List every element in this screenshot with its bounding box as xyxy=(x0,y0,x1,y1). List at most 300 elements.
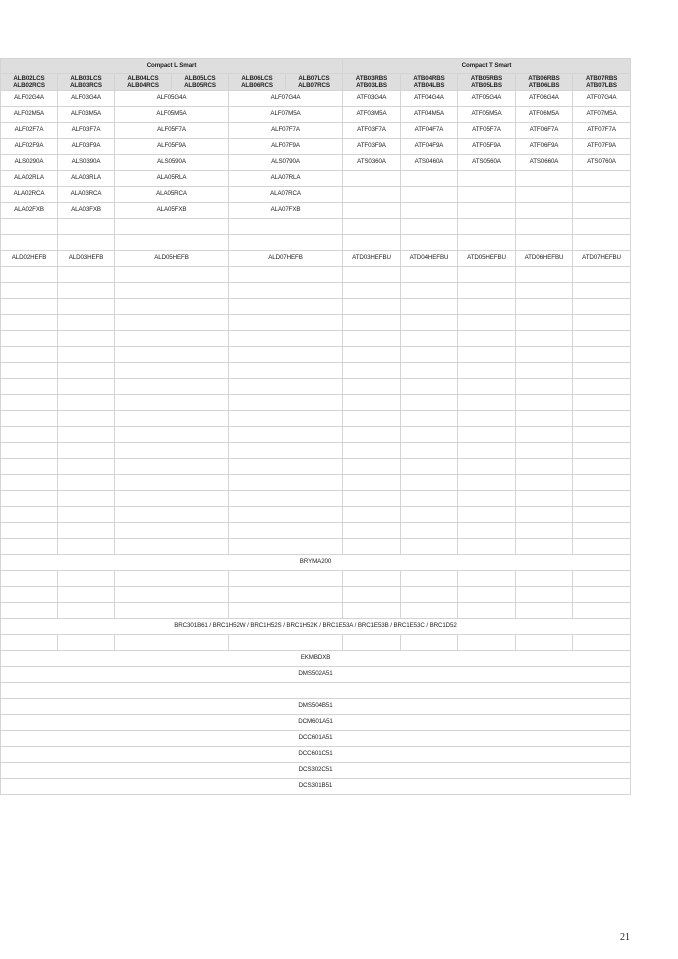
empty-cell xyxy=(458,363,516,379)
empty-cell xyxy=(58,395,115,411)
page-number: 21 xyxy=(620,932,630,943)
table-row xyxy=(1,139,631,155)
empty-cell xyxy=(343,475,401,491)
model-header-cell xyxy=(573,74,631,91)
group-header-compact-l: Compact L Smart xyxy=(1,59,343,74)
empty-cell xyxy=(115,539,229,555)
empty-cell xyxy=(401,363,458,379)
table-row xyxy=(1,443,631,459)
empty-cell xyxy=(229,283,343,299)
empty-cell xyxy=(58,379,115,395)
accessory-cell xyxy=(1,219,58,235)
accessory-cell: ALD05HEFB xyxy=(115,251,229,267)
empty-cell xyxy=(458,395,516,411)
empty-cell xyxy=(115,507,229,523)
accessory-cell: ALA05FXB xyxy=(115,203,229,219)
model-code: ALB03RCS xyxy=(70,82,102,89)
empty-cell xyxy=(115,587,229,603)
model-code: ATB04RBS xyxy=(413,74,445,82)
empty-cell xyxy=(343,283,401,299)
empty-cell xyxy=(343,299,401,315)
model-code: ATB06LBS xyxy=(528,82,560,89)
accessory-cell: ATF07G4A xyxy=(573,91,631,107)
table-row xyxy=(1,427,631,443)
accessory-cell xyxy=(401,171,458,187)
empty-cell xyxy=(343,411,401,427)
empty-cell xyxy=(573,427,631,443)
model-code: ALB07LCS xyxy=(298,74,330,82)
accessory-cell xyxy=(58,235,115,251)
empty-cell xyxy=(401,571,458,587)
empty-cell xyxy=(458,315,516,331)
empty-cell xyxy=(229,507,343,523)
accessory-cell: ALA02RLA xyxy=(1,171,58,187)
accessory-cell: ALA07FXB xyxy=(229,203,343,219)
group-header-row xyxy=(1,59,631,74)
empty-cell xyxy=(229,363,343,379)
empty-cell xyxy=(115,459,229,475)
empty-cell xyxy=(58,475,115,491)
table-row xyxy=(1,315,631,331)
empty-cell xyxy=(458,523,516,539)
empty-cell xyxy=(401,475,458,491)
empty-cell xyxy=(343,395,401,411)
empty-cell xyxy=(1,507,58,523)
empty-cell xyxy=(229,315,343,331)
table-row xyxy=(1,763,631,779)
table-row xyxy=(1,251,631,267)
accessory-cell: ATF03F9A xyxy=(343,139,401,155)
empty-cell xyxy=(401,411,458,427)
accessory-cell: ALF02F9A xyxy=(1,139,58,155)
empty-cell xyxy=(458,331,516,347)
model-code: ALB02LCS xyxy=(13,74,45,82)
empty-cell xyxy=(58,331,115,347)
empty-cell xyxy=(229,587,343,603)
empty-cell xyxy=(1,331,58,347)
empty-cell xyxy=(401,331,458,347)
empty-cell xyxy=(229,395,343,411)
table-row xyxy=(1,651,631,667)
empty-cell xyxy=(516,635,573,651)
empty-cell xyxy=(1,523,58,539)
accessory-row: DCS301B51 xyxy=(1,779,631,795)
brymma-row: BRYMA200 xyxy=(1,555,631,571)
table-row xyxy=(1,683,631,699)
empty-cell xyxy=(401,507,458,523)
accessory-cell: ATF04G4A xyxy=(401,91,458,107)
table-row xyxy=(1,699,631,715)
model-code: ATB06RBS xyxy=(528,74,560,82)
empty-cell xyxy=(1,347,58,363)
empty-cell xyxy=(573,347,631,363)
empty-cell xyxy=(458,267,516,283)
empty-cell xyxy=(229,299,343,315)
accessory-cell xyxy=(573,203,631,219)
empty-cell xyxy=(458,603,516,619)
empty-cell xyxy=(58,283,115,299)
empty-cell xyxy=(1,587,58,603)
empty-cell xyxy=(573,587,631,603)
model-header-cell xyxy=(458,74,516,91)
accessory-cell: ALF07F9A xyxy=(229,139,343,155)
accessory-cell xyxy=(229,235,343,251)
accessory-cell xyxy=(573,171,631,187)
model-code: ALB02RCS xyxy=(13,82,45,89)
table-row xyxy=(1,491,631,507)
model-header-cell xyxy=(286,74,343,91)
accessory-cell xyxy=(516,219,573,235)
accessory-cell: ALF05F9A xyxy=(115,139,229,155)
empty-cell xyxy=(343,523,401,539)
model-header-cell xyxy=(1,74,58,91)
empty-cell xyxy=(229,491,343,507)
empty-cell xyxy=(401,267,458,283)
accessory-cell: ATF07M5A xyxy=(573,107,631,123)
accessory-cell: ATF07F9A xyxy=(573,139,631,155)
table-row xyxy=(1,603,631,619)
model-code: ALB04LCS xyxy=(127,74,159,82)
empty-cell xyxy=(1,491,58,507)
empty-cell xyxy=(401,587,458,603)
accessory-cell: ATF06F9A xyxy=(516,139,573,155)
accessory-cell: ALF05F7A xyxy=(115,123,229,139)
accessory-cell: ATF03G4A xyxy=(343,91,401,107)
empty-cell xyxy=(115,427,229,443)
empty-cell xyxy=(458,411,516,427)
accessory-cell xyxy=(516,235,573,251)
empty-cell xyxy=(115,411,229,427)
empty-cell xyxy=(343,491,401,507)
empty-cell xyxy=(516,443,573,459)
empty-cell xyxy=(458,443,516,459)
accessory-cell: ALA03RLA xyxy=(58,171,115,187)
table-row xyxy=(1,395,631,411)
empty-cell xyxy=(58,299,115,315)
accessory-row: DCS302C51 xyxy=(1,763,631,779)
empty-cell xyxy=(229,603,343,619)
table-row xyxy=(1,219,631,235)
model-header-cell xyxy=(516,74,573,91)
empty-cell xyxy=(58,603,115,619)
accessory-cell: ALA05RCA xyxy=(115,187,229,203)
model-code: ALB07RCS xyxy=(298,82,330,89)
accessory-cell: ATS0660A xyxy=(516,155,573,171)
accessory-cell: ALF07M5A xyxy=(229,107,343,123)
empty-cell xyxy=(115,331,229,347)
empty-cell xyxy=(1,315,58,331)
model-code: ATB07LBS xyxy=(586,82,617,89)
empty-cell xyxy=(58,491,115,507)
accessory-cell: ATD03HEFBU xyxy=(343,251,401,267)
model-code: ATB04LBS xyxy=(413,82,445,89)
empty-cell xyxy=(1,395,58,411)
empty-cell xyxy=(115,571,229,587)
table-row xyxy=(1,347,631,363)
accessory-cell xyxy=(343,235,401,251)
remote-controller-row: BRC301B61 / BRC1H52W / BRC1H52S / BRC1H52K / BRC1E53A / BRC1E53B / BRC1E53C / BRC1D52 xyxy=(1,619,631,635)
model-code: ATB07RBS xyxy=(585,74,618,82)
empty-cell xyxy=(115,379,229,395)
table-row xyxy=(1,459,631,475)
empty-cell xyxy=(1,571,58,587)
model-header-cell xyxy=(343,74,401,91)
accessory-cell xyxy=(229,219,343,235)
table-row xyxy=(1,635,631,651)
empty-cell xyxy=(229,427,343,443)
table-row xyxy=(1,363,631,379)
accessory-cell: ALA02RCA xyxy=(1,187,58,203)
accessory-cell: ALA07RCA xyxy=(229,187,343,203)
empty-cell xyxy=(343,427,401,443)
empty-cell xyxy=(115,443,229,459)
table-row xyxy=(1,299,631,315)
accessory-cell xyxy=(343,203,401,219)
empty-cell xyxy=(573,635,631,651)
empty-cell xyxy=(516,459,573,475)
empty-cell xyxy=(343,539,401,555)
table-row xyxy=(1,747,631,763)
accessory-cell xyxy=(401,235,458,251)
model-code: ALB05LCS xyxy=(184,74,216,82)
empty-cell xyxy=(516,571,573,587)
empty-cell xyxy=(115,603,229,619)
accessory-cell: ALF07F7A xyxy=(229,123,343,139)
empty-cell xyxy=(573,475,631,491)
accessory-cell: ATF03F7A xyxy=(343,123,401,139)
empty-cell xyxy=(115,315,229,331)
empty-cell xyxy=(573,363,631,379)
accessory-cell: ATS0460A xyxy=(401,155,458,171)
empty-cell xyxy=(401,379,458,395)
empty-cell xyxy=(516,427,573,443)
table-row xyxy=(1,283,631,299)
accessory-cell xyxy=(343,219,401,235)
empty-cell xyxy=(573,459,631,475)
accessory-cell xyxy=(401,219,458,235)
empty-cell xyxy=(458,539,516,555)
accessory-cell: ALF02F7A xyxy=(1,123,58,139)
accessory-row: DCC601C51 xyxy=(1,747,631,763)
empty-cell xyxy=(573,411,631,427)
accessory-cell xyxy=(458,203,516,219)
empty-cell xyxy=(516,347,573,363)
empty-cell xyxy=(401,491,458,507)
empty-cell xyxy=(115,363,229,379)
accessory-cell xyxy=(58,219,115,235)
empty-cell xyxy=(115,395,229,411)
accessory-cell: ALD07HEFB xyxy=(229,251,343,267)
empty-cell xyxy=(458,283,516,299)
empty-cell xyxy=(516,411,573,427)
table-row xyxy=(1,187,631,203)
accessory-cell: ATF04F7A xyxy=(401,123,458,139)
empty-cell xyxy=(516,539,573,555)
accessory-cell: ALF05G4A xyxy=(115,91,229,107)
empty-cell xyxy=(573,507,631,523)
table-row xyxy=(1,203,631,219)
accessory-cell: ALA03RCA xyxy=(58,187,115,203)
empty-cell xyxy=(229,347,343,363)
accessory-cell xyxy=(115,235,229,251)
accessory-cell: ALF03M5A xyxy=(58,107,115,123)
empty-cell xyxy=(343,379,401,395)
empty-cell xyxy=(58,571,115,587)
accessory-cell: ATD04HEFBU xyxy=(401,251,458,267)
table-row xyxy=(1,731,631,747)
empty-cell xyxy=(516,283,573,299)
empty-cell xyxy=(573,379,631,395)
accessory-cell xyxy=(1,235,58,251)
empty-cell xyxy=(115,491,229,507)
empty-cell xyxy=(115,635,229,651)
accessory-cell: ATF06G4A xyxy=(516,91,573,107)
table-row xyxy=(1,91,631,107)
empty-cell xyxy=(343,603,401,619)
accessory-cell: ATF06M5A xyxy=(516,107,573,123)
empty-cell xyxy=(516,491,573,507)
empty-cell xyxy=(229,411,343,427)
empty-cell xyxy=(401,395,458,411)
compatibility-table xyxy=(0,58,631,795)
empty-cell xyxy=(573,283,631,299)
accessory-cell xyxy=(343,187,401,203)
accessory-row: DMS502A51 xyxy=(1,667,631,683)
model-header-cell xyxy=(401,74,458,91)
empty-cell xyxy=(1,475,58,491)
table-row xyxy=(1,123,631,139)
empty-cell xyxy=(1,411,58,427)
table-row xyxy=(1,619,631,635)
accessory-cell: ALF02G4A xyxy=(1,91,58,107)
empty-cell xyxy=(343,347,401,363)
accessory-cell: ATF05F9A xyxy=(458,139,516,155)
empty-cell xyxy=(58,363,115,379)
accessory-cell xyxy=(516,203,573,219)
empty-cell xyxy=(58,443,115,459)
empty-cell xyxy=(229,267,343,283)
accessory-cell: ATD07HEFBU xyxy=(573,251,631,267)
accessory-cell: ATF04F9A xyxy=(401,139,458,155)
table-row xyxy=(1,555,631,571)
empty-cell xyxy=(573,539,631,555)
table-row xyxy=(1,715,631,731)
empty-cell xyxy=(1,427,58,443)
table-row xyxy=(1,539,631,555)
empty-cell xyxy=(229,475,343,491)
empty-cell xyxy=(516,587,573,603)
empty-cell xyxy=(516,299,573,315)
accessory-cell: ALF03F7A xyxy=(58,123,115,139)
empty-cell xyxy=(573,315,631,331)
empty-cell xyxy=(458,459,516,475)
accessory-cell xyxy=(458,235,516,251)
empty-cell xyxy=(516,331,573,347)
empty-cell xyxy=(458,299,516,315)
accessory-cell: ATF03M5A xyxy=(343,107,401,123)
accessory-cell xyxy=(458,219,516,235)
model-code: ATB05LBS xyxy=(471,82,502,89)
empty-cell xyxy=(516,395,573,411)
accessory-cell: ATF06F7A xyxy=(516,123,573,139)
empty-cell xyxy=(401,283,458,299)
empty-cell xyxy=(1,299,58,315)
accessory-cell: ATS0760A xyxy=(573,155,631,171)
model-code: ALB05RCS xyxy=(184,82,216,89)
empty-cell xyxy=(229,571,343,587)
empty-cell xyxy=(58,507,115,523)
accessory-cell: ALA02FXB xyxy=(1,203,58,219)
empty-cell xyxy=(58,635,115,651)
empty-cell xyxy=(58,539,115,555)
model-header-cell xyxy=(58,74,115,91)
model-code: ATB05RBS xyxy=(470,74,503,82)
empty-cell xyxy=(573,603,631,619)
model-header-cell xyxy=(229,74,286,91)
empty-row xyxy=(1,683,631,699)
empty-cell xyxy=(401,347,458,363)
empty-cell xyxy=(343,635,401,651)
empty-cell xyxy=(58,523,115,539)
accessory-cell: ALA07RLA xyxy=(229,171,343,187)
table-row xyxy=(1,587,631,603)
accessory-cell: ATF05M5A xyxy=(458,107,516,123)
empty-cell xyxy=(58,587,115,603)
accessory-cell: ATF07F7A xyxy=(573,123,631,139)
accessory-cell xyxy=(458,171,516,187)
table-row xyxy=(1,411,631,427)
model-header-row xyxy=(1,74,631,91)
model-code: ATB03RBS xyxy=(355,74,388,82)
empty-cell xyxy=(573,443,631,459)
empty-cell xyxy=(573,571,631,587)
table-row xyxy=(1,155,631,171)
empty-cell xyxy=(58,427,115,443)
accessory-cell: ALD03HEFB xyxy=(58,251,115,267)
accessory-cell xyxy=(516,187,573,203)
empty-cell xyxy=(343,315,401,331)
empty-cell xyxy=(115,523,229,539)
empty-cell xyxy=(229,331,343,347)
empty-cell xyxy=(115,299,229,315)
accessory-row: DMS504B51 xyxy=(1,699,631,715)
empty-cell xyxy=(458,507,516,523)
empty-cell xyxy=(401,603,458,619)
empty-cell xyxy=(1,379,58,395)
empty-cell xyxy=(115,347,229,363)
empty-cell xyxy=(458,347,516,363)
empty-cell xyxy=(229,379,343,395)
table-row xyxy=(1,171,631,187)
empty-cell xyxy=(343,331,401,347)
accessory-cell: ALS0390A xyxy=(58,155,115,171)
empty-cell xyxy=(1,443,58,459)
empty-cell xyxy=(58,347,115,363)
empty-cell xyxy=(573,491,631,507)
empty-cell xyxy=(516,603,573,619)
empty-cell xyxy=(516,523,573,539)
model-code: ALB06LCS xyxy=(241,74,273,82)
empty-cell xyxy=(573,395,631,411)
empty-cell xyxy=(401,315,458,331)
empty-cell xyxy=(229,459,343,475)
empty-cell xyxy=(516,475,573,491)
table-row xyxy=(1,507,631,523)
table-row xyxy=(1,779,631,795)
empty-cell xyxy=(401,539,458,555)
table-row xyxy=(1,379,631,395)
empty-cell xyxy=(343,267,401,283)
